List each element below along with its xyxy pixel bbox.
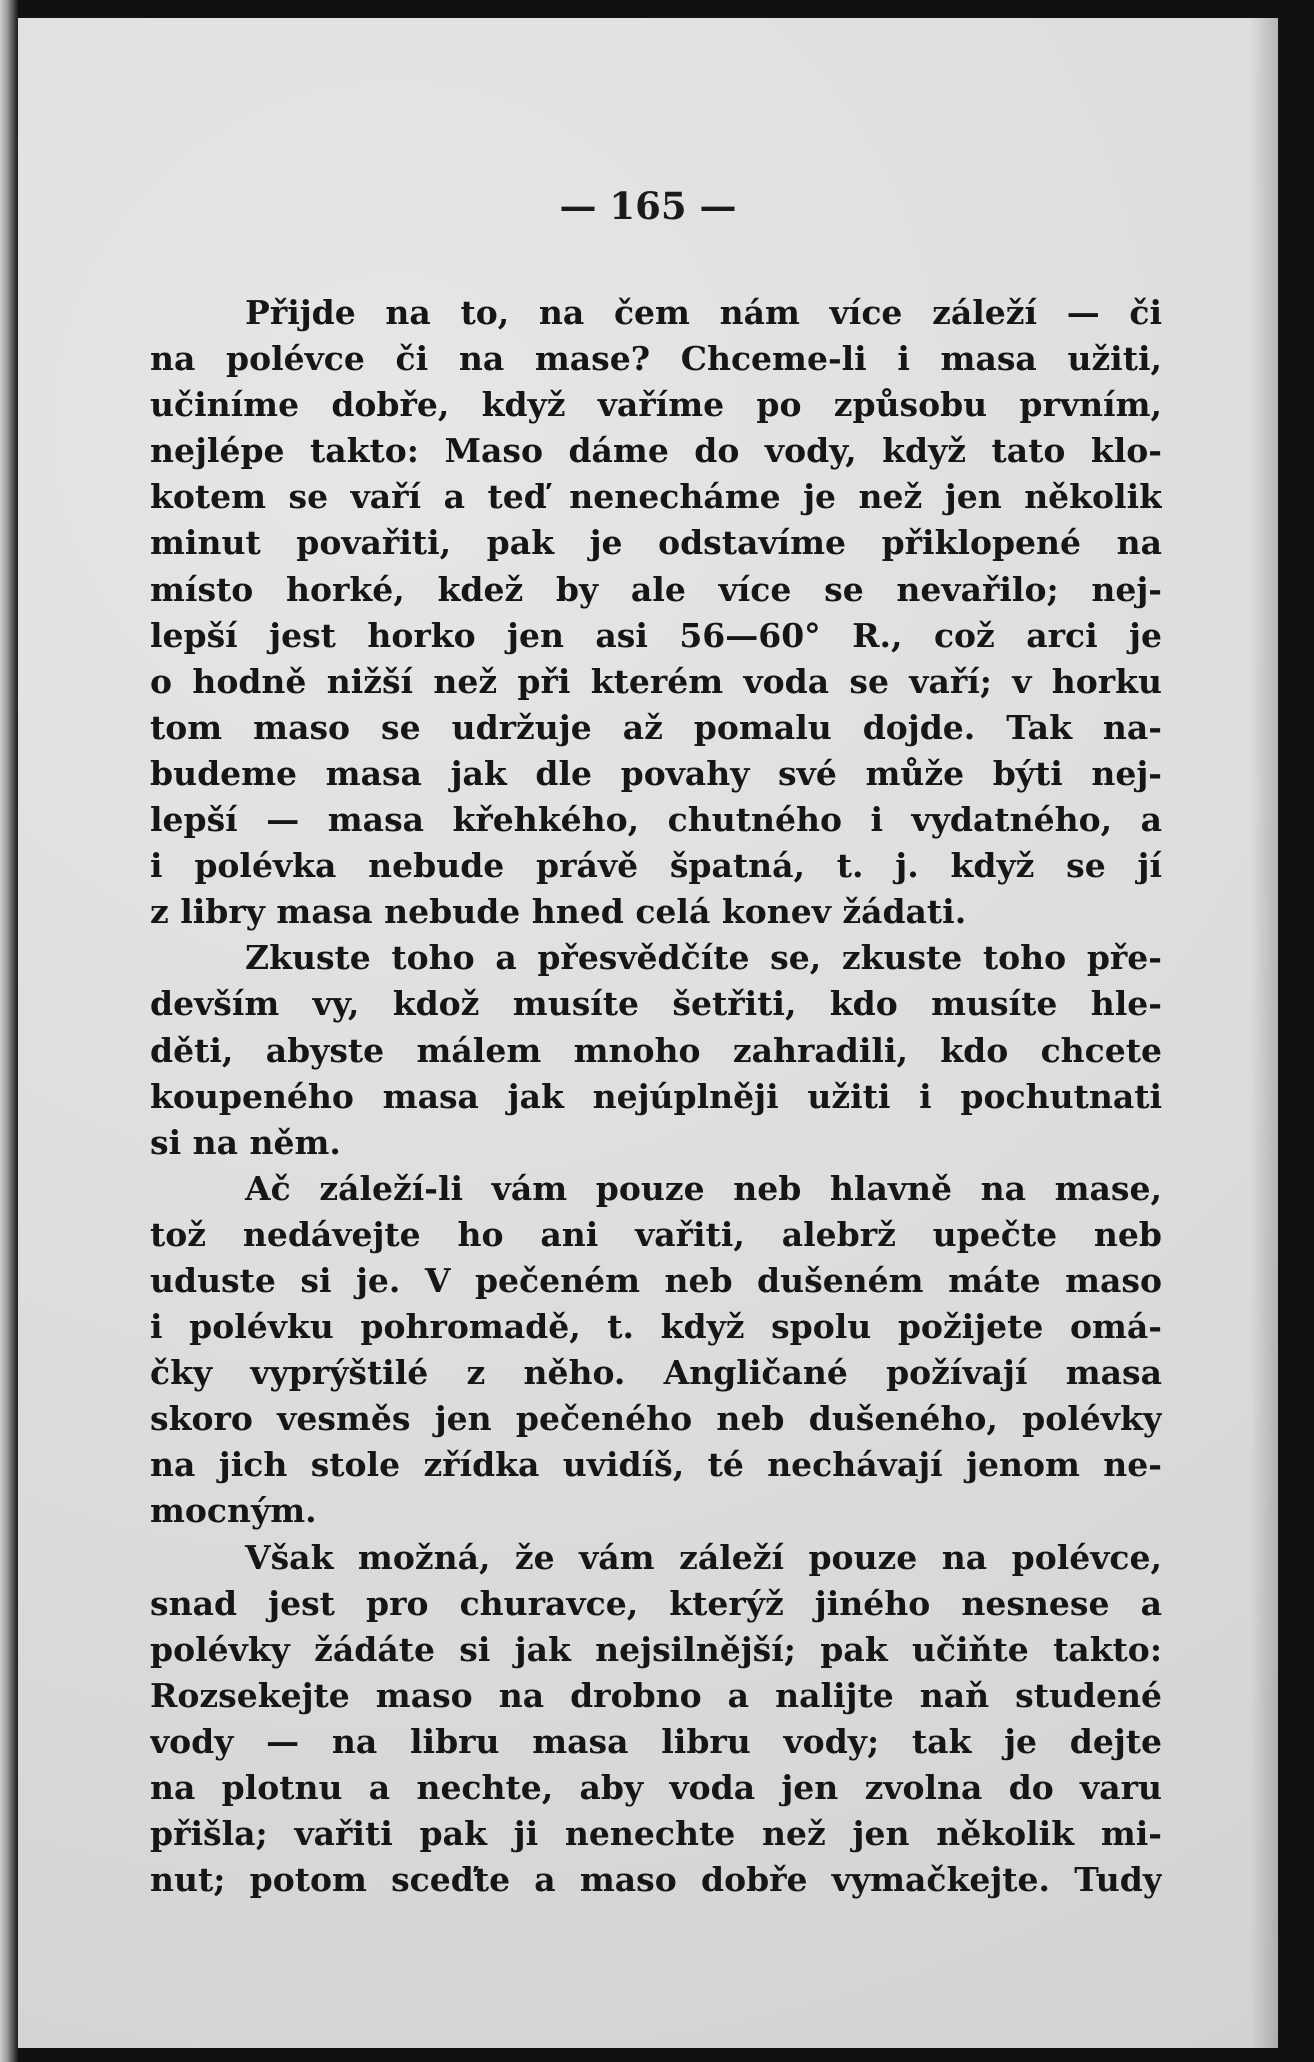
text-line: na plotnu a nechte, aby voda jen zvolna do varu	[150, 1768, 1162, 1807]
page-shadow	[1250, 18, 1278, 2048]
text-line: devším vy, kdož musíte šetřiti, kdo musíte hle-	[150, 984, 1162, 1024]
text-line: kotem se vaří a teď nenecháme je než jen několik	[150, 477, 1162, 517]
text-line: Však možná, že vám záleží pouze na polévce,	[245, 1537, 1162, 1577]
body-text	[150, 290, 1162, 1903]
text-line: skoro vesměs jen pečeného neb dušeného, polévky	[150, 1399, 1162, 1439]
book-page	[18, 18, 1278, 2048]
text-line: polévky žádáte si jak nejsilnější; pak učiňte takto:	[150, 1629, 1162, 1669]
text-line: Rozsekejte maso na drobno a nalijte naň studené	[150, 1675, 1162, 1715]
adjacent-page-edge	[0, 0, 18, 2062]
text-line: uduste si je. V pečeném neb dušeném máte maso	[150, 1260, 1162, 1300]
text-line: děti, abyste málem mnoho zahradili, kdo chcete	[150, 1030, 1162, 1070]
text-line: tom maso se udržuje až pomalu dojde. Tak na-	[150, 707, 1162, 747]
text-line: minut povařiti, pak je odstavíme přiklopené na	[150, 523, 1162, 563]
text-line: na polévce či na mase? Chceme-li i masa užiti,	[150, 339, 1162, 379]
text-line: lepší — masa křehkého, chutného i vydatného, a	[150, 800, 1162, 840]
text-line: i polévka nebude právě špatná, t. j. když se jí	[150, 846, 1162, 886]
page-number: — 165 —	[559, 184, 737, 228]
text-line: nejlépe takto: Maso dáme do vody, když tato klo-	[150, 431, 1162, 471]
text-line: Přijde na to, na čem nám více záleží — či	[245, 293, 1162, 332]
text-line: lepší jest horko jen asi 56—60° R., což arci je	[150, 615, 1162, 655]
text-line: Ač záleží-li vám pouze neb hlavně na mase,	[245, 1168, 1162, 1208]
text-line: si na něm.	[150, 1122, 341, 1162]
text-line: čky vyprýštilé z něho. Angličané požívají masa	[150, 1353, 1162, 1393]
text-line: místo horké, kdež by ale více se nevařilo; nej-	[150, 569, 1162, 609]
text-line: mocným.	[150, 1491, 317, 1531]
text-line: přišla; vařiti pak ji nenechte než jen několik mi-	[150, 1814, 1162, 1854]
text-line: z libry masa nebude hned celá konev žádati.	[150, 892, 967, 932]
text-line: koupeného masa jak nejúplněji užiti i pochutnati	[150, 1076, 1162, 1116]
text-line: nut; potom sceďte a maso dobře vymačkejte. Tudy	[150, 1860, 1162, 1900]
text-line: budeme masa jak dle povahy své může býti nej-	[150, 753, 1162, 793]
text-line: tož nedávejte ho ani vařiti, alebrž upečte neb	[150, 1214, 1162, 1254]
text-line: snad jest pro churavce, kterýž jiného nesnese a	[150, 1583, 1162, 1623]
text-line: Zkuste toho a přesvědčíte se, zkuste toho pře-	[245, 938, 1162, 978]
text-line: vody — na libru masa libru vody; tak je dejte	[150, 1721, 1162, 1761]
text-line: o hodně nižší než při kterém voda se vaří; v horku	[150, 661, 1162, 701]
text-line: učiníme dobře, když vaříme po způsobu prvním,	[150, 385, 1162, 425]
text-line: na jich stole zřídka uvidíš, té nechávají jenom ne-	[150, 1445, 1162, 1485]
text-line: i polévku pohromadě, t. když spolu požijete omá-	[150, 1307, 1162, 1347]
